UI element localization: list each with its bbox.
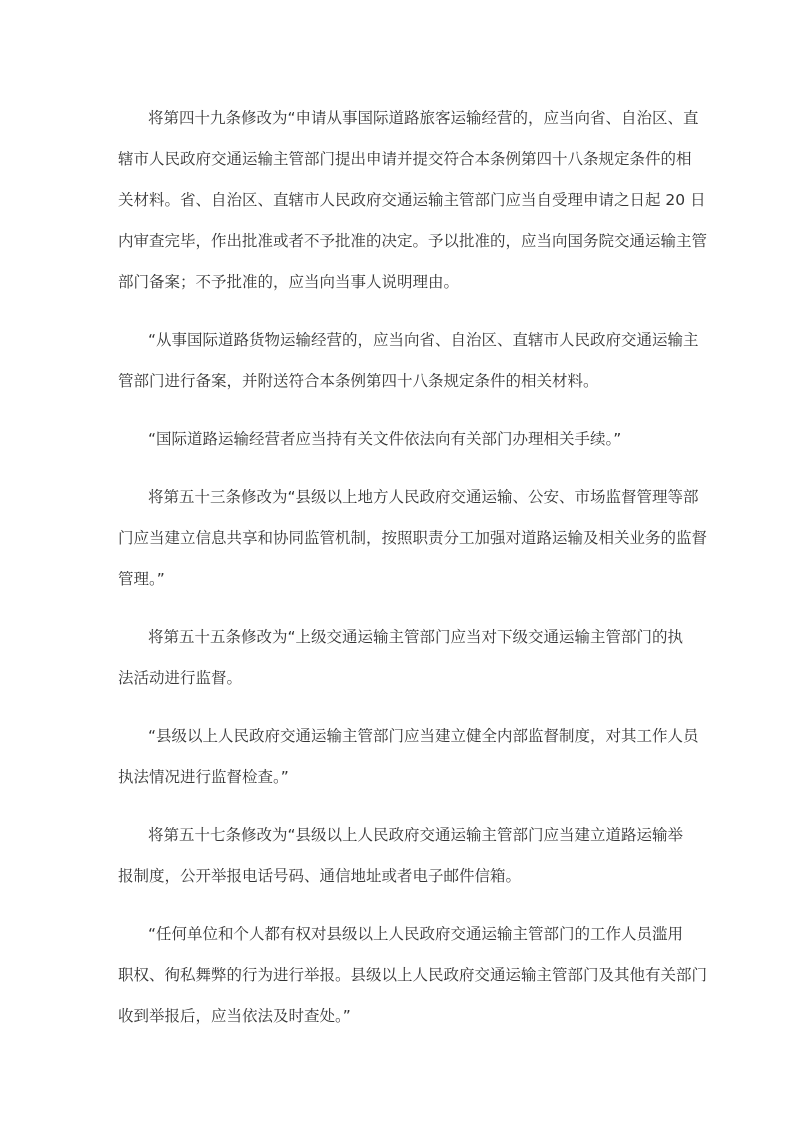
text-line: 将第五十五条修改为“上级交通运输主管部门应当对下级交通运输主管部门的执	[148, 628, 684, 646]
text-line: 辖市人民政府交通运输主管部门提出申请并提交符合本条例第四十八条规定条件的相	[118, 150, 692, 168]
text-line: 内审查完毕，作出批准或者不予批准的决定。予以批准的，应当向国务院交通运输主管	[118, 232, 708, 250]
paragraph	[118, 419, 698, 460]
text-line: 法活动进行监督。	[118, 669, 243, 687]
text-line: 管理。”	[118, 570, 165, 588]
text-line: 职权、徇私舞弊的行为进行举报。县级以上人民政府交通运输主管部门及其他有关部门	[118, 966, 708, 984]
text-line: 门应当建立信息共享和协同监管机制，按照职责分工加强对道路运输及相关业务的监督	[118, 529, 708, 547]
text-line: 将第五十七条修改为“县级以上人民政府交通运输主管部门应当建立道路运输举	[148, 826, 684, 844]
paragraph	[118, 914, 708, 1037]
text-line: 收到举报后，应当依法及时查处。”	[118, 1007, 351, 1025]
text-line: “县级以上人民政府交通运输主管部门应当建立健全内部监督制度，对其工作人员	[148, 727, 699, 745]
text-line: 管部门进行备案，并附送符合本条例第四十八条规定条件的相关材料。	[118, 372, 599, 390]
text-line: “任何单位和个人都有权对县级以上人民政府交通运输主管部门的工作人员滥用	[148, 925, 684, 943]
text-line: 将第四十九条修改为“申请从事国际道路旅客运输经营的，应当向省、自治区、直	[148, 109, 699, 127]
paragraph	[118, 716, 698, 798]
text-line: “国际道路运输经营者应当持有关文件依法向有关部门办理相关手续。”	[148, 430, 622, 448]
text-line: 将第五十三条修改为“县级以上地方人民政府交通运输、公安、市场监督管理等部	[148, 488, 699, 506]
paragraph	[118, 477, 708, 600]
paragraph	[118, 815, 698, 897]
paragraph	[118, 617, 698, 699]
text-line: 关材料。省、自治区、直辖市人民政府交通运输主管部门应当自受理申请之日起 20 日	[118, 191, 706, 209]
document-page	[118, 98, 708, 1054]
paragraph	[118, 320, 698, 402]
paragraph	[118, 98, 708, 303]
text-line: 执法情况进行监督检查。”	[118, 768, 289, 786]
text-line: 报制度，公开举报电话号码、通信地址或者电子邮件信箱。	[118, 867, 522, 885]
text-line: 部门备案；不予批准的，应当向当事人说明理由。	[118, 273, 460, 291]
text-line: “从事国际道路货物运输经营的，应当向省、自治区、直辖市人民政府交通运输主	[148, 331, 699, 349]
